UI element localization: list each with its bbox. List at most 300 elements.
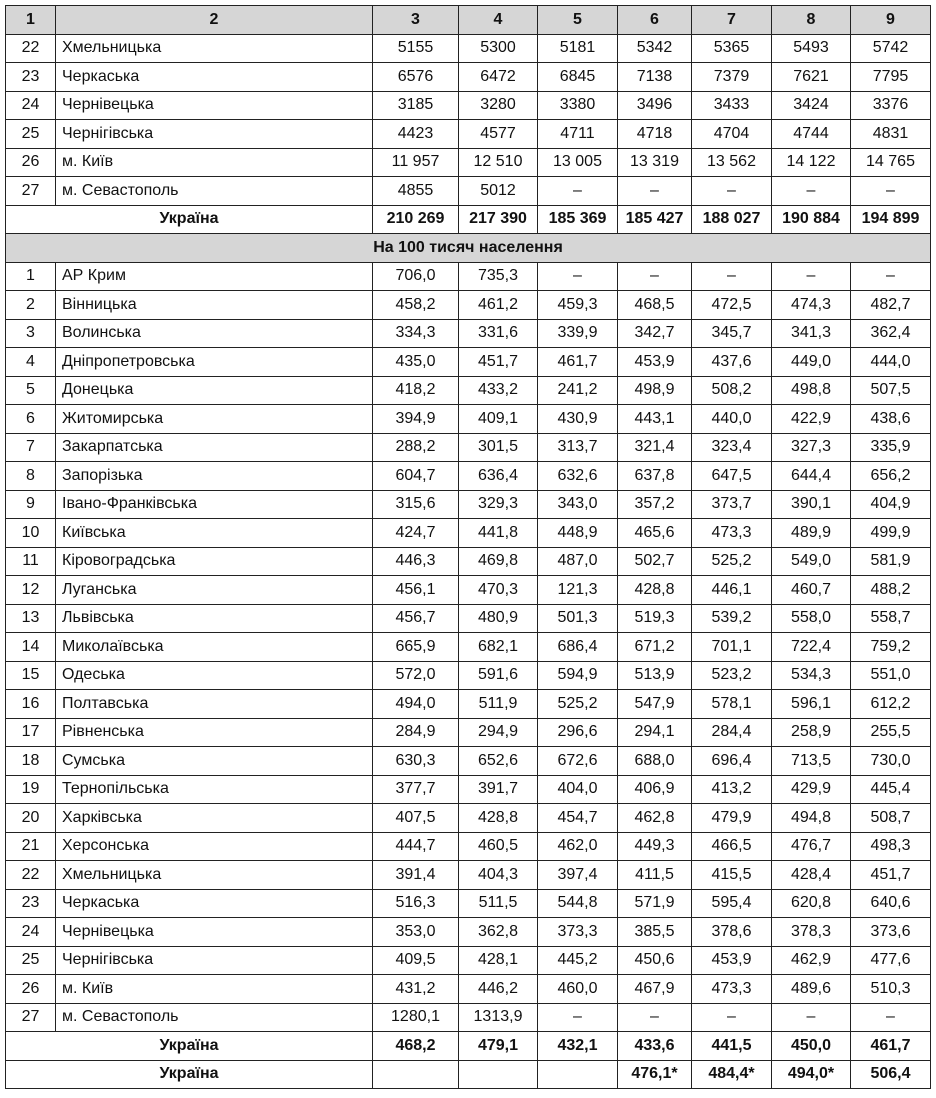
row-number: 23 xyxy=(6,63,56,92)
value-cell: 5493 xyxy=(772,34,851,63)
table-row xyxy=(6,177,931,206)
region-name: м. Севастополь xyxy=(56,1003,373,1032)
value-cell: 404,3 xyxy=(459,861,538,890)
value-cell: 558,0 xyxy=(772,604,851,633)
value-cell: 339,9 xyxy=(538,319,618,348)
value-cell: 713,5 xyxy=(772,747,851,776)
table-row xyxy=(6,120,931,149)
region-name: Чернігівська xyxy=(56,120,373,149)
value-cell: 1313,9 xyxy=(459,1003,538,1032)
table-row xyxy=(6,861,931,890)
region-name: Одеська xyxy=(56,661,373,690)
region-name: Кіровоградська xyxy=(56,547,373,576)
row-number: 4 xyxy=(6,348,56,377)
region-name: Рівненська xyxy=(56,718,373,747)
value-cell: 428,1 xyxy=(459,946,538,975)
region-name: м. Київ xyxy=(56,148,373,177)
value-cell: 3433 xyxy=(692,91,772,120)
column-header: 1 xyxy=(6,6,56,35)
table-row xyxy=(6,547,931,576)
value-cell: 488,2 xyxy=(851,576,931,605)
value-cell: 551,0 xyxy=(851,661,931,690)
value-cell: 445,4 xyxy=(851,775,931,804)
value-cell: 454,7 xyxy=(538,804,618,833)
value-cell: 390,1 xyxy=(772,490,851,519)
value-cell: – xyxy=(618,1003,692,1032)
region-name: Дніпропетровська xyxy=(56,348,373,377)
value-cell: 4718 xyxy=(618,120,692,149)
value-cell: 13 562 xyxy=(692,148,772,177)
table-row xyxy=(6,832,931,861)
table-row xyxy=(6,433,931,462)
value-cell: 377,7 xyxy=(373,775,459,804)
value-cell: – xyxy=(772,177,851,206)
value-cell: 444,0 xyxy=(851,348,931,377)
value-cell: 688,0 xyxy=(618,747,692,776)
value-cell: – xyxy=(851,262,931,291)
value-cell: 498,9 xyxy=(618,376,692,405)
value-cell: 581,9 xyxy=(851,547,931,576)
value-cell: 406,9 xyxy=(618,775,692,804)
value-cell: 632,6 xyxy=(538,462,618,491)
region-name: Черкаська xyxy=(56,63,373,92)
value-cell: 404,9 xyxy=(851,490,931,519)
row-number: 8 xyxy=(6,462,56,491)
value-cell: 5155 xyxy=(373,34,459,63)
value-cell: 461,2 xyxy=(459,291,538,320)
value-cell: 4704 xyxy=(692,120,772,149)
value-cell: 722,4 xyxy=(772,633,851,662)
value-cell: 284,9 xyxy=(373,718,459,747)
row-number: 27 xyxy=(6,1003,56,1032)
row-number: 27 xyxy=(6,177,56,206)
column-header: 5 xyxy=(538,6,618,35)
table-row xyxy=(6,889,931,918)
region-name: Чернігівська xyxy=(56,946,373,975)
row-number: 16 xyxy=(6,690,56,719)
total-value-cell: 433,6 xyxy=(618,1032,692,1061)
value-cell: 572,0 xyxy=(373,661,459,690)
row-number: 9 xyxy=(6,490,56,519)
value-cell: 4423 xyxy=(373,120,459,149)
row-number: 24 xyxy=(6,91,56,120)
value-cell: – xyxy=(692,262,772,291)
value-cell: 4711 xyxy=(538,120,618,149)
value-cell: 473,3 xyxy=(692,519,772,548)
header-row xyxy=(6,6,931,35)
value-cell: 258,9 xyxy=(772,718,851,747)
value-cell: 461,7 xyxy=(538,348,618,377)
table-row xyxy=(6,918,931,947)
region-name: Хмельницька xyxy=(56,34,373,63)
row-number: 26 xyxy=(6,148,56,177)
table-row xyxy=(6,519,931,548)
row-number: 25 xyxy=(6,120,56,149)
row-number: 6 xyxy=(6,405,56,434)
value-cell: 378,6 xyxy=(692,918,772,947)
table-row xyxy=(6,462,931,491)
value-cell: 507,5 xyxy=(851,376,931,405)
value-cell: 620,8 xyxy=(772,889,851,918)
value-cell: 456,1 xyxy=(373,576,459,605)
value-cell: 284,4 xyxy=(692,718,772,747)
value-cell: 596,1 xyxy=(772,690,851,719)
value-cell: 511,9 xyxy=(459,690,538,719)
total-value-cell: 479,1 xyxy=(459,1032,538,1061)
total-value-cell: 506,4 xyxy=(851,1060,931,1089)
table-row xyxy=(6,576,931,605)
value-cell: 345,7 xyxy=(692,319,772,348)
value-cell: 474,3 xyxy=(772,291,851,320)
value-cell: 435,0 xyxy=(373,348,459,377)
value-cell: 6845 xyxy=(538,63,618,92)
value-cell: 362,8 xyxy=(459,918,538,947)
value-cell: 331,6 xyxy=(459,319,538,348)
value-cell: 445,2 xyxy=(538,946,618,975)
row-number: 22 xyxy=(6,34,56,63)
value-cell: 404,0 xyxy=(538,775,618,804)
total-value-cell: 210 269 xyxy=(373,205,459,234)
value-cell: 3185 xyxy=(373,91,459,120)
value-cell: 446,2 xyxy=(459,975,538,1004)
region-name: м. Київ xyxy=(56,975,373,1004)
value-cell: 5365 xyxy=(692,34,772,63)
table-row xyxy=(6,348,931,377)
region-name: Хмельницька xyxy=(56,861,373,890)
value-cell: 315,6 xyxy=(373,490,459,519)
value-cell: – xyxy=(692,1003,772,1032)
region-name: Тернопільська xyxy=(56,775,373,804)
value-cell: 508,2 xyxy=(692,376,772,405)
value-cell: 460,7 xyxy=(772,576,851,605)
value-cell: 637,8 xyxy=(618,462,692,491)
value-cell: 391,7 xyxy=(459,775,538,804)
region-name: Запорізька xyxy=(56,462,373,491)
total-row xyxy=(6,1060,931,1089)
row-number: 23 xyxy=(6,889,56,918)
value-cell: 470,3 xyxy=(459,576,538,605)
value-cell: 373,7 xyxy=(692,490,772,519)
value-cell: 449,0 xyxy=(772,348,851,377)
row-number: 18 xyxy=(6,747,56,776)
table-row xyxy=(6,946,931,975)
value-cell: 604,7 xyxy=(373,462,459,491)
table-row xyxy=(6,376,931,405)
row-number: 11 xyxy=(6,547,56,576)
value-cell: 4577 xyxy=(459,120,538,149)
region-name: Донецька xyxy=(56,376,373,405)
total-value-cell xyxy=(459,1060,538,1089)
value-cell: 730,0 xyxy=(851,747,931,776)
value-cell: 438,6 xyxy=(851,405,931,434)
value-cell: 443,1 xyxy=(618,405,692,434)
column-header: 9 xyxy=(851,6,931,35)
value-cell: 571,9 xyxy=(618,889,692,918)
value-cell: 437,6 xyxy=(692,348,772,377)
value-cell: 418,2 xyxy=(373,376,459,405)
value-cell: 612,2 xyxy=(851,690,931,719)
total-label: Україна xyxy=(6,1032,373,1061)
row-number: 3 xyxy=(6,319,56,348)
value-cell: 3496 xyxy=(618,91,692,120)
value-cell: 462,9 xyxy=(772,946,851,975)
value-cell: 460,0 xyxy=(538,975,618,1004)
total-value-cell: 441,5 xyxy=(692,1032,772,1061)
value-cell: 14 765 xyxy=(851,148,931,177)
value-cell: 591,6 xyxy=(459,661,538,690)
value-cell: 343,0 xyxy=(538,490,618,519)
value-cell: – xyxy=(692,177,772,206)
table-row xyxy=(6,405,931,434)
value-cell: 525,2 xyxy=(692,547,772,576)
total-value-cell: 461,7 xyxy=(851,1032,931,1061)
section-title: На 100 тисяч населення xyxy=(6,234,931,263)
value-cell: 759,2 xyxy=(851,633,931,662)
value-cell: 502,7 xyxy=(618,547,692,576)
table-row xyxy=(6,262,931,291)
value-cell: 429,9 xyxy=(772,775,851,804)
value-cell: – xyxy=(538,1003,618,1032)
value-cell: 549,0 xyxy=(772,547,851,576)
value-cell: 430,9 xyxy=(538,405,618,434)
total-label: Україна xyxy=(6,205,373,234)
row-number: 17 xyxy=(6,718,56,747)
value-cell: 1280,1 xyxy=(373,1003,459,1032)
value-cell: 451,7 xyxy=(459,348,538,377)
value-cell: – xyxy=(772,262,851,291)
value-cell: 323,4 xyxy=(692,433,772,462)
value-cell: 466,5 xyxy=(692,832,772,861)
table-row xyxy=(6,718,931,747)
value-cell: 453,9 xyxy=(692,946,772,975)
value-cell: 409,1 xyxy=(459,405,538,434)
value-cell: 519,3 xyxy=(618,604,692,633)
value-cell: 329,3 xyxy=(459,490,538,519)
region-name: м. Севастополь xyxy=(56,177,373,206)
value-cell: 539,2 xyxy=(692,604,772,633)
value-cell: 335,9 xyxy=(851,433,931,462)
value-cell: 480,9 xyxy=(459,604,538,633)
value-cell: 378,3 xyxy=(772,918,851,947)
value-cell: 407,5 xyxy=(373,804,459,833)
value-cell: 13 319 xyxy=(618,148,692,177)
total-row xyxy=(6,205,931,234)
total-value-cell: 494,0* xyxy=(772,1060,851,1089)
value-cell: 479,9 xyxy=(692,804,772,833)
table-row xyxy=(6,63,931,92)
value-cell: 411,5 xyxy=(618,861,692,890)
row-number: 13 xyxy=(6,604,56,633)
value-cell: – xyxy=(618,177,692,206)
value-cell: 682,1 xyxy=(459,633,538,662)
table-row xyxy=(6,148,931,177)
value-cell: 451,7 xyxy=(851,861,931,890)
value-cell: 467,9 xyxy=(618,975,692,1004)
value-cell: 394,9 xyxy=(373,405,459,434)
table-row xyxy=(6,604,931,633)
value-cell: 296,6 xyxy=(538,718,618,747)
value-cell: 7795 xyxy=(851,63,931,92)
value-cell: 321,4 xyxy=(618,433,692,462)
table-row xyxy=(6,91,931,120)
value-cell: 428,4 xyxy=(772,861,851,890)
value-cell: 462,8 xyxy=(618,804,692,833)
row-number: 19 xyxy=(6,775,56,804)
total-value-cell: 188 027 xyxy=(692,205,772,234)
value-cell: 413,2 xyxy=(692,775,772,804)
value-cell: 448,9 xyxy=(538,519,618,548)
table-row xyxy=(6,690,931,719)
region-name: Черкаська xyxy=(56,889,373,918)
value-cell: 630,3 xyxy=(373,747,459,776)
column-header: 7 xyxy=(692,6,772,35)
value-cell: 121,3 xyxy=(538,576,618,605)
row-number: 12 xyxy=(6,576,56,605)
value-cell: 288,2 xyxy=(373,433,459,462)
table-row xyxy=(6,975,931,1004)
value-cell: 14 122 xyxy=(772,148,851,177)
region-name: Чернівецька xyxy=(56,91,373,120)
value-cell: 397,4 xyxy=(538,861,618,890)
value-cell: – xyxy=(851,1003,931,1032)
column-header: 4 xyxy=(459,6,538,35)
value-cell: 13 005 xyxy=(538,148,618,177)
value-cell: 3424 xyxy=(772,91,851,120)
value-cell: – xyxy=(618,262,692,291)
value-cell: 5181 xyxy=(538,34,618,63)
column-header: 8 xyxy=(772,6,851,35)
region-name: Київська xyxy=(56,519,373,548)
column-header: 6 xyxy=(618,6,692,35)
row-number: 1 xyxy=(6,262,56,291)
region-name: АР Крим xyxy=(56,262,373,291)
value-cell: 578,1 xyxy=(692,690,772,719)
value-cell: 444,7 xyxy=(373,832,459,861)
value-cell: 11 957 xyxy=(373,148,459,177)
value-cell: 513,9 xyxy=(618,661,692,690)
value-cell: 294,1 xyxy=(618,718,692,747)
value-cell: 472,5 xyxy=(692,291,772,320)
value-cell: 4855 xyxy=(373,177,459,206)
total-value-cell xyxy=(373,1060,459,1089)
region-name: Вінницька xyxy=(56,291,373,320)
value-cell: 640,6 xyxy=(851,889,931,918)
value-cell: 255,5 xyxy=(851,718,931,747)
value-cell: 415,5 xyxy=(692,861,772,890)
row-number: 10 xyxy=(6,519,56,548)
region-name: Львівська xyxy=(56,604,373,633)
value-cell: 449,3 xyxy=(618,832,692,861)
value-cell: 547,9 xyxy=(618,690,692,719)
value-cell: 644,4 xyxy=(772,462,851,491)
value-cell: – xyxy=(772,1003,851,1032)
value-cell: 428,8 xyxy=(459,804,538,833)
value-cell: 6472 xyxy=(459,63,538,92)
region-name: Сумська xyxy=(56,747,373,776)
total-value-cell: 432,1 xyxy=(538,1032,618,1061)
value-cell: 525,2 xyxy=(538,690,618,719)
value-cell: 476,7 xyxy=(772,832,851,861)
value-cell: – xyxy=(851,177,931,206)
value-cell: 696,4 xyxy=(692,747,772,776)
table-row xyxy=(6,633,931,662)
value-cell: 458,2 xyxy=(373,291,459,320)
value-cell: 473,3 xyxy=(692,975,772,1004)
value-cell: 3280 xyxy=(459,91,538,120)
table-row xyxy=(6,490,931,519)
table-row xyxy=(6,1003,931,1032)
region-name: Миколаївська xyxy=(56,633,373,662)
table-row xyxy=(6,747,931,776)
value-cell: 489,9 xyxy=(772,519,851,548)
value-cell: 334,3 xyxy=(373,319,459,348)
value-cell: 558,7 xyxy=(851,604,931,633)
row-number: 20 xyxy=(6,804,56,833)
region-name: Івано-Франківська xyxy=(56,490,373,519)
total-value-cell: 185 427 xyxy=(618,205,692,234)
value-cell: 424,7 xyxy=(373,519,459,548)
value-cell: 456,7 xyxy=(373,604,459,633)
value-cell: 5742 xyxy=(851,34,931,63)
value-cell: 5342 xyxy=(618,34,692,63)
value-cell: 494,0 xyxy=(373,690,459,719)
region-name: Волинська xyxy=(56,319,373,348)
row-number: 26 xyxy=(6,975,56,1004)
value-cell: 4831 xyxy=(851,120,931,149)
value-cell: 450,6 xyxy=(618,946,692,975)
total-row xyxy=(6,1032,931,1061)
value-cell: 494,8 xyxy=(772,804,851,833)
value-cell: 459,3 xyxy=(538,291,618,320)
value-cell: 647,5 xyxy=(692,462,772,491)
value-cell: 489,6 xyxy=(772,975,851,1004)
value-cell: 3376 xyxy=(851,91,931,120)
value-cell: 482,7 xyxy=(851,291,931,320)
value-cell: 5012 xyxy=(459,177,538,206)
row-number: 7 xyxy=(6,433,56,462)
value-cell: 665,9 xyxy=(373,633,459,662)
region-name: Закарпатська xyxy=(56,433,373,462)
value-cell: – xyxy=(538,262,618,291)
value-cell: 12 510 xyxy=(459,148,538,177)
value-cell: 373,6 xyxy=(851,918,931,947)
value-cell: 453,9 xyxy=(618,348,692,377)
value-cell: 468,5 xyxy=(618,291,692,320)
value-cell: 487,0 xyxy=(538,547,618,576)
column-header: 3 xyxy=(373,6,459,35)
row-number: 24 xyxy=(6,918,56,947)
row-number: 25 xyxy=(6,946,56,975)
total-value-cell: 484,4* xyxy=(692,1060,772,1089)
value-cell: 656,2 xyxy=(851,462,931,491)
value-cell: 5300 xyxy=(459,34,538,63)
total-value-cell: 450,0 xyxy=(772,1032,851,1061)
total-value-cell: 217 390 xyxy=(459,205,538,234)
value-cell: 362,4 xyxy=(851,319,931,348)
value-cell: 735,3 xyxy=(459,262,538,291)
value-cell: 672,6 xyxy=(538,747,618,776)
region-name: Чернівецька xyxy=(56,918,373,947)
value-cell: 510,3 xyxy=(851,975,931,1004)
value-cell: 422,9 xyxy=(772,405,851,434)
table-row xyxy=(6,319,931,348)
value-cell: 511,5 xyxy=(459,889,538,918)
value-cell: – xyxy=(538,177,618,206)
total-value-cell: 468,2 xyxy=(373,1032,459,1061)
value-cell: 636,4 xyxy=(459,462,538,491)
total-value-cell xyxy=(538,1060,618,1089)
value-cell: 499,9 xyxy=(851,519,931,548)
